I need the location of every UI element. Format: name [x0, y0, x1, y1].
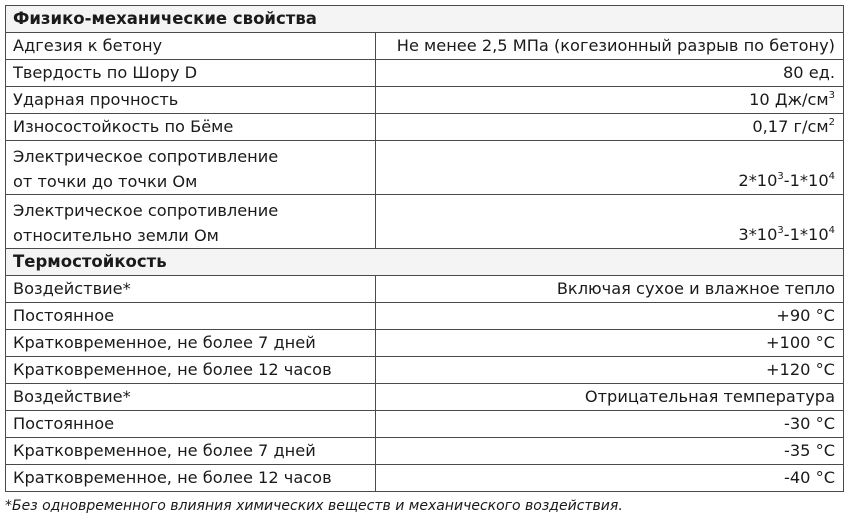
property-value: +100 °C [376, 330, 844, 357]
property-label: Износостойкость по Бёме [6, 114, 376, 141]
property-value: 80 ед. [376, 60, 844, 87]
table-row [6, 276, 844, 303]
section-header-physical [6, 6, 844, 33]
property-value: -35 °C [376, 438, 844, 465]
property-label: Постоянное [6, 303, 376, 330]
property-value [376, 141, 844, 195]
table-row [6, 195, 844, 249]
value-exponent: 4 [828, 225, 835, 236]
footnote: *Без одновременного влияния химических веществ и механического воздействия. [5, 498, 623, 514]
value-base: 2*10 [738, 171, 778, 190]
property-value: Отрицательная температура [376, 384, 844, 411]
properties-table [5, 5, 844, 492]
property-value: Не менее 2,5 МПа (когезионный разрыв по бетону) [376, 33, 844, 60]
property-label: Кратковременное, не более 12 часов [6, 465, 376, 492]
property-value [376, 195, 844, 249]
label-line: Электрическое сопротивление [13, 201, 279, 220]
value-base: 3*10 [738, 225, 778, 244]
properties-sheet [5, 5, 843, 492]
property-value: +120 °C [376, 357, 844, 384]
label-line: от точки до точки Ом [13, 172, 198, 191]
label-line: относительно земли Ом [13, 226, 219, 245]
table-row [6, 60, 844, 87]
value-exponent: 3 [828, 90, 835, 101]
property-label: Кратковременное, не более 12 часов [6, 357, 376, 384]
property-value: Включая сухое и влажное тепло [376, 276, 844, 303]
property-value: -40 °C [376, 465, 844, 492]
table-row [6, 114, 844, 141]
table-row [6, 384, 844, 411]
property-label: Постоянное [6, 411, 376, 438]
property-value: -30 °C [376, 411, 844, 438]
property-label [6, 141, 376, 195]
value-exponent: 3 [777, 171, 784, 182]
property-value [376, 114, 844, 141]
section-title: Физико-механические свойства [6, 6, 844, 33]
table-row [6, 87, 844, 114]
property-value [376, 87, 844, 114]
property-label: Воздействие* [6, 276, 376, 303]
value-exponent: 2 [828, 117, 835, 128]
table-row [6, 141, 844, 195]
value-exponent: 3 [777, 225, 784, 236]
property-value: +90 °C [376, 303, 844, 330]
table-row [6, 411, 844, 438]
table-row [6, 330, 844, 357]
property-label: Кратковременное, не более 7 дней [6, 330, 376, 357]
value-range: -1*10 [783, 225, 829, 244]
table-row [6, 438, 844, 465]
property-label: Адгезия к бетону [6, 33, 376, 60]
value-text: 10 Дж/см [749, 90, 829, 109]
property-label: Твердость по Шору D [6, 60, 376, 87]
value-range: -1*10 [783, 171, 829, 190]
label-line: Электрическое сопротивление [13, 147, 279, 166]
property-label [6, 195, 376, 249]
table-row [6, 465, 844, 492]
value-text: 0,17 г/см [752, 117, 829, 136]
table-row [6, 33, 844, 60]
property-label: Воздействие* [6, 384, 376, 411]
table-row [6, 303, 844, 330]
section-header-thermal [6, 249, 844, 276]
property-label: Ударная прочность [6, 87, 376, 114]
table-row [6, 357, 844, 384]
value-exponent: 4 [828, 171, 835, 182]
section-title: Термостойкость [6, 249, 844, 276]
property-label: Кратковременное, не более 7 дней [6, 438, 376, 465]
